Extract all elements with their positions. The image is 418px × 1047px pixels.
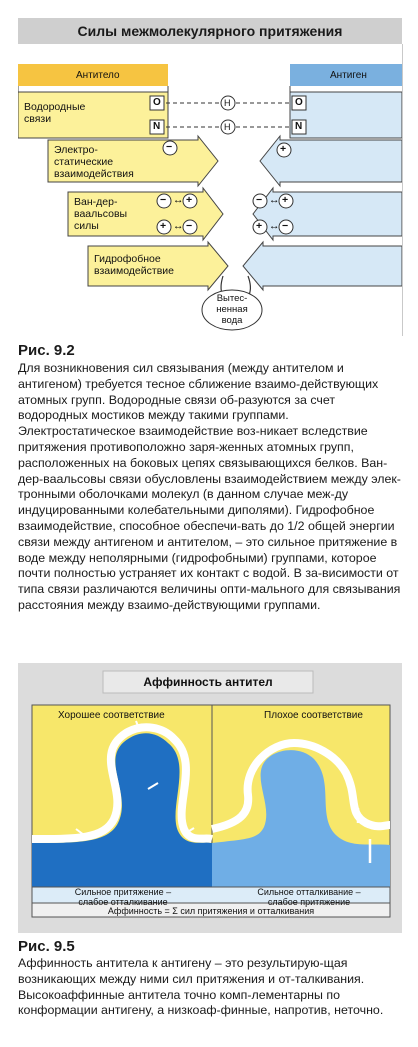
hydrophobic-label: Гидрофобное взаимодействие (94, 253, 174, 277)
sym-vdw-4: − (186, 220, 193, 232)
caption-9-5-label: Рис. 9.5 (18, 938, 75, 955)
sym-vdw-arrow-4: ↔ (269, 220, 280, 232)
caption-9-2-text: Для возникновения сил связывания (между антителом и антигеном) требуется тесное сближение взаимо-действующих атомных групп. Водородные связи об-разуются за счет водородных мостиков между такими группами. Электростатическое взаимодействие воз-никает вследствие притяжения противоположно заря-женных атомных групп, расположенных на боковых цепях связывающихся белков. Ван-дер-ваальсовы связи обусловлены взаимодействием между элек-тронными оболочками молекул (в данном случае меж-ду индуцированными колебательными диполями). Гидрофобное взаимодействие, способное обеспечи-вать до 1/2 общей энергии связи между антигеном и антителом, – это сильное притяжение в воде между неполярными (гидрофобными) группами, которое почти полностью устраняет их контакт с водой. В за-висимости от типа связи различаются величины опти-мального для связывания расстояния между взаимо-действующими группами. (18, 361, 401, 612)
sym-o-left: O (153, 97, 161, 108)
displaced-water-label: Вытес- ненная вода (216, 293, 248, 326)
vdw-label: Ван-дер- ваальсовы силы (74, 196, 128, 232)
antigen-label: Антиген (330, 70, 367, 81)
sym-h-1: H (224, 98, 231, 108)
strong-attraction-label: Сильное притяжение – слабое отталкивание (74, 887, 172, 907)
sym-vdw-8: − (282, 220, 289, 232)
sym-n-left: N (153, 121, 161, 132)
sym-h-2: H (224, 122, 231, 132)
strong-repulsion-label: Сильное отталкивание – слабое притяжение (257, 887, 361, 907)
caption-9-2-label: Рис. 9.2 (18, 342, 75, 359)
good-fit-label: Хорошее соответствие (58, 710, 165, 721)
caption-9-5-text: Аффинность антитела к антигену – это результирую-щая возникающих между ними сил притяжения и от-талкивания. Высокоаффинные антитела точно комп-лементарны по конформации антигену, а низкоаф-финные, напротив, неточно. (18, 956, 384, 1018)
sym-vdw-arrow-3: ↔ (269, 194, 280, 206)
sym-o-right: O (295, 97, 303, 108)
bad-fit-label: Плохое соответствие (264, 710, 363, 721)
sym-n-right: N (295, 121, 303, 132)
sym-vdw-1: − (160, 194, 167, 206)
figure-9-2-title: Силы межмолекулярного притяжения (18, 18, 402, 44)
affinity-title: Аффинность антител (143, 675, 273, 689)
antibody-label: Антитело (76, 70, 120, 81)
intermolecular-forces-diagram (18, 44, 402, 336)
intermolecular-forces-panel (18, 44, 403, 336)
sym-vdw-arrow-1: ↔ (173, 194, 184, 206)
sym-vdw-3: + (160, 220, 167, 232)
sym-vdw-arrow-2: ↔ (173, 220, 184, 232)
hydrophobic-right-arrow (243, 242, 402, 290)
electrostatic-label: Электро- статические взаимодействия (54, 144, 134, 180)
sym-minus-electro: − (166, 141, 173, 153)
good-fit-antigen-base (32, 853, 212, 887)
sym-vdw-6: + (282, 194, 289, 206)
figure-9-5-panel (18, 663, 402, 933)
sym-vdw-2: + (186, 194, 193, 206)
hydrogen-right-box (290, 92, 402, 138)
sym-vdw-5: − (256, 194, 263, 206)
hydrogen-bonds-label: Водородные связи (24, 101, 86, 125)
antibody-backbone (18, 86, 168, 92)
sym-vdw-7: + (256, 220, 263, 232)
sym-plus-electro: + (280, 143, 287, 155)
affinity-formula-label: Аффинность = Σ сил притяжения и отталкивания (107, 906, 315, 916)
antigen-backbone (290, 86, 402, 92)
